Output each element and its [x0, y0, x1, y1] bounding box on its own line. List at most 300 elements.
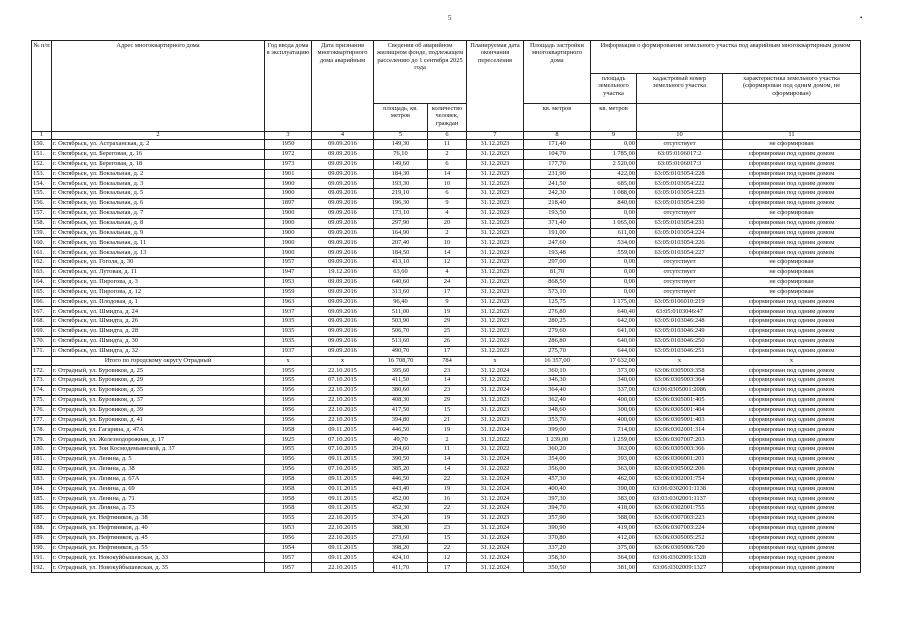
land-status-cell: сформирован под одним домом	[723, 228, 861, 238]
residents-cell: 19	[428, 307, 467, 317]
row-number-cell: 169.	[32, 327, 52, 337]
residents-cell: 9	[428, 199, 467, 209]
address-cell: г. Октябрьск, ул. Пирогова, д. 3	[52, 277, 265, 287]
planned-date-cell: 31.12.2023	[467, 199, 524, 209]
recognition-date-cell: 09.09.2016	[312, 189, 374, 199]
cadastral-number-cell: 63:06:0305001:403	[637, 415, 723, 425]
built-area-cell: 354,00	[524, 455, 591, 465]
area-cell: 204,60	[374, 445, 428, 455]
table-row	[32, 533, 861, 543]
land-area-cell: 0,00	[591, 258, 637, 268]
year-built-cell: 1900	[265, 189, 312, 199]
recognition-date-cell: 09.11.2015	[312, 494, 374, 504]
recognition-date-cell: 22.10.2015	[312, 405, 374, 415]
planned-date-cell: 31.12.2022	[467, 464, 524, 474]
row-number-cell: 174.	[32, 386, 52, 396]
year-built-cell: 1955	[265, 445, 312, 455]
recognition-date-cell: 09.11.2015	[312, 504, 374, 514]
year-built-cell: 1900	[265, 179, 312, 189]
land-status-cell: не сформирован	[723, 267, 861, 277]
table-row	[32, 523, 861, 533]
year-built-cell: 1963	[265, 297, 312, 307]
recognition-date-cell: 09.09.2016	[312, 228, 374, 238]
built-area-cell: 191,00	[524, 228, 591, 238]
built-area-cell: 286,80	[524, 336, 591, 346]
year-built-cell: 1947	[265, 267, 312, 277]
built-area-cell: 346,30	[524, 376, 591, 386]
year-built-cell: 1935	[265, 327, 312, 337]
cadastral-number-cell: 63:06:0305003:364	[637, 376, 723, 386]
residents-cell: 10	[428, 238, 467, 248]
year-built-cell: 1959	[265, 287, 312, 297]
row-number-cell: 164.	[32, 277, 52, 287]
built-area-cell: 16 357,00	[524, 356, 591, 366]
row-number-cell: 160.	[32, 238, 52, 248]
residents-cell: 17	[428, 346, 467, 356]
row-number-cell: 183.	[32, 474, 52, 484]
recognition-date-cell: 09.09.2016	[312, 179, 374, 189]
table-row	[32, 425, 861, 435]
area-cell: 207,40	[374, 238, 428, 248]
residents-cell: 2	[428, 149, 467, 159]
table-row	[32, 366, 861, 376]
table-row	[32, 317, 861, 327]
cadastral-number-cell: 63:05:0103054:230	[637, 199, 723, 209]
recognition-date-cell: 09.09.2016	[312, 277, 374, 287]
land-area-cell: 422,00	[591, 169, 637, 179]
year-built-cell: 1958	[265, 484, 312, 494]
table-row	[32, 297, 861, 307]
address-cell: г. Отрадный, ул. Буровиков, д. 25	[52, 366, 265, 376]
planned-date-cell: 31.12.2023	[467, 317, 524, 327]
built-area-cell: 394,70	[524, 504, 591, 514]
address-cell: г. Октябрьск, ул. Береговая, д. 16	[52, 149, 265, 159]
recognition-date-cell: 09.11.2015	[312, 543, 374, 553]
table-row	[32, 208, 861, 218]
recognition-date-cell: 07.10.2015	[312, 376, 374, 386]
residents-cell: 23	[428, 523, 467, 533]
table-row	[32, 494, 861, 504]
residents-cell: 6	[428, 159, 467, 169]
residents-cell: 22	[428, 504, 467, 514]
address-cell: г. Октябрьск, ул. Астраханская, д. 2	[52, 140, 265, 150]
emergency-housing-table	[31, 40, 861, 573]
address-cell: г. Октябрьск, ул. Плодовая, д. 1	[52, 297, 265, 307]
planned-date-cell: 31.12.2023	[467, 179, 524, 189]
built-area-cell: 364,40	[524, 386, 591, 396]
table-row	[32, 267, 861, 277]
land-status-cell: не сформирован	[723, 287, 861, 297]
residents-cell: 25	[428, 327, 467, 337]
planned-date-cell: 31.12.2022	[467, 435, 524, 445]
area-cell: 196,30	[374, 199, 428, 209]
area-cell: 413,10	[374, 258, 428, 268]
residents-cell: 14	[428, 248, 467, 258]
built-area-cell: 350,50	[524, 563, 591, 573]
area-cell: 408,30	[374, 395, 428, 405]
residents-cell: 22	[428, 474, 467, 484]
year-built-cell: 1937	[265, 346, 312, 356]
land-status-cell: сформирован под одним домом	[723, 189, 861, 199]
built-area-cell: 353,70	[524, 415, 591, 425]
row-number-cell: 156.	[32, 199, 52, 209]
land-status-cell: сформирован под одним домом	[723, 149, 861, 159]
row-number-cell: 172.	[32, 366, 52, 376]
recognition-date-cell: 09.11.2015	[312, 474, 374, 484]
address-cell: г. Отрадный, ул. Нефтяников, д. 45	[52, 533, 265, 543]
planned-date-cell: 31.12.2024	[467, 425, 524, 435]
cadastral-number-cell: 63:05:0103054:224	[637, 228, 723, 238]
residents-cell: 4	[428, 267, 467, 277]
area-cell: 395,60	[374, 366, 428, 376]
built-area-cell: 193,50	[524, 208, 591, 218]
year-built-cell: 1956	[265, 455, 312, 465]
area-cell: 273,60	[374, 533, 428, 543]
address-cell: г. Октябрьск, ул. Вокзальная, д. 2	[52, 169, 265, 179]
row-number-cell: 163.	[32, 267, 52, 277]
planned-date-cell: 31.12.2023	[467, 159, 524, 169]
col-header-land-area-unit: кв. метров	[591, 104, 637, 132]
residents-cell: 6	[428, 189, 467, 199]
land-area-cell: 400,00	[591, 415, 637, 425]
residents-cell: 17	[428, 563, 467, 573]
table-row	[32, 435, 861, 445]
address-cell: г. Октябрьск, ул. Лутовая, д. 11	[52, 267, 265, 277]
col-header-area: площадь, кв. метров	[374, 104, 428, 132]
column-number-cell: 8	[524, 132, 591, 140]
address-cell: г. Отрадный, ул. Ленина, д. 71	[52, 494, 265, 504]
table-row	[32, 563, 861, 573]
cadastral-number-cell: x	[637, 356, 723, 366]
area-cell: 424,10	[374, 553, 428, 563]
land-status-cell: сформирован под одним домом	[723, 494, 861, 504]
planned-date-cell: 31.12.2023	[467, 327, 524, 337]
land-area-cell: 419,00	[591, 523, 637, 533]
land-area-cell: 1 175,00	[591, 297, 637, 307]
year-built-cell: 1957	[265, 563, 312, 573]
recognition-date-cell: 22.10.2015	[312, 415, 374, 425]
address-cell: г. Отрадный, ул. Новокуйбышевская, д. 33	[52, 553, 265, 563]
row-number-cell: 188.	[32, 523, 52, 533]
col-header-cadastral: кадастровый номер земельного участка	[637, 74, 723, 104]
recognition-date-cell: 09.09.2016	[312, 149, 374, 159]
land-status-cell: сформирован под одним домом	[723, 445, 861, 455]
row-number-cell: 190.	[32, 543, 52, 553]
land-area-cell: 418,00	[591, 504, 637, 514]
planned-date-cell: 31.12.2024	[467, 533, 524, 543]
land-area-cell: 0,00	[591, 208, 637, 218]
row-number-cell: 158.	[32, 218, 52, 228]
recognition-date-cell: 09.09.2016	[312, 208, 374, 218]
address-cell: г. Октябрьск, ул. Шмидта, д. 28	[52, 327, 265, 337]
cadastral-number-cell: 63:05:0103054:227	[637, 248, 723, 258]
recognition-date-cell: 09.09.2016	[312, 307, 374, 317]
built-area-cell: 247,60	[524, 238, 591, 248]
cadastral-number-cell: 63:05:0106010:219	[637, 297, 723, 307]
land-status-cell: сформирован под одним домом	[723, 297, 861, 307]
address-cell: г. Отрадный, ул. Буровиков, д. 41	[52, 415, 265, 425]
area-cell: 446,50	[374, 425, 428, 435]
recognition-date-cell: x	[312, 356, 374, 366]
recognition-date-cell: 22.10.2015	[312, 366, 374, 376]
address-cell: г. Отрадный, ул. Буровиков, д. 29	[52, 376, 265, 386]
area-cell: 149,30	[374, 140, 428, 150]
area-cell: 16 708,70	[374, 356, 428, 366]
area-cell: 503,90	[374, 317, 428, 327]
land-status-cell: сформирован под одним домом	[723, 317, 861, 327]
col-header-built-area-unit: кв. метров	[524, 104, 591, 132]
cadastral-number-cell: 63:06:0305002:206	[637, 464, 723, 474]
land-status-cell: сформирован под одним домом	[723, 238, 861, 248]
address-cell: г. Отрадный, ул. Ленина, д. 69	[52, 484, 265, 494]
planned-date-cell: 31.12.2024	[467, 494, 524, 504]
column-number-cell: 9	[591, 132, 637, 140]
land-area-cell: 1 259,00	[591, 435, 637, 445]
address-cell: г. Октябрьск, ул. Вокзальная, д. 13	[52, 248, 265, 258]
table-row	[32, 199, 861, 209]
built-area-cell: 360,10	[524, 366, 591, 376]
recognition-date-cell: 09.11.2015	[312, 484, 374, 494]
cadastral-number-cell: 63:05:0106017:3	[637, 159, 723, 169]
table-row	[32, 248, 861, 258]
row-number-cell: 189.	[32, 533, 52, 543]
planned-date-cell: 31.12.2023	[467, 514, 524, 524]
land-area-cell: 559,00	[591, 248, 637, 258]
land-status-cell: сформирован под одним домом	[723, 336, 861, 346]
recognition-date-cell: 22.10.2015	[312, 386, 374, 396]
built-area-cell: 457,30	[524, 474, 591, 484]
area-cell: 443,40	[374, 484, 428, 494]
table-row	[32, 346, 861, 356]
planned-date-cell: 31.12.2024	[467, 484, 524, 494]
land-status-cell: сформирован под одним домом	[723, 543, 861, 553]
land-status-cell: сформирован под одним домом	[723, 376, 861, 386]
col-header-land-info: Информация о формировании земельного участка под аварийным многоквартирным домом	[591, 41, 861, 74]
cadastral-number-cell: 63:06:0305003:366	[637, 445, 723, 455]
planned-date-cell: 31.12.2024	[467, 455, 524, 465]
table-row	[32, 307, 861, 317]
area-cell: 452,30	[374, 504, 428, 514]
residents-cell: 14	[428, 455, 467, 465]
recognition-date-cell: 09.09.2016	[312, 327, 374, 337]
planned-date-cell: 31.12.2023	[467, 238, 524, 248]
cadastral-number-cell: отсутствует	[637, 208, 723, 218]
residents-cell: 10	[428, 179, 467, 189]
land-area-cell: 412,00	[591, 533, 637, 543]
area-cell: 398,20	[374, 543, 428, 553]
table-row	[32, 189, 861, 199]
planned-date-cell: 31.12.2023	[467, 140, 524, 150]
built-area-cell: 276,80	[524, 307, 591, 317]
year-built-cell: 1958	[265, 474, 312, 484]
cadastral-number-cell: 63:05:0103054:226	[637, 238, 723, 248]
land-area-cell: 300,00	[591, 405, 637, 415]
land-area-cell: 0,00	[591, 287, 637, 297]
year-built-cell: 1956	[265, 533, 312, 543]
land-status-cell: сформирован под одним домом	[723, 504, 861, 514]
row-number-cell: 182.	[32, 464, 52, 474]
residents-cell: 11	[428, 140, 467, 150]
area-cell: 184,30	[374, 169, 428, 179]
area-cell: 380,60	[374, 386, 428, 396]
year-built-cell: 1900	[265, 208, 312, 218]
planned-date-cell: 31.12.2023	[467, 228, 524, 238]
land-area-cell: 375,00	[591, 543, 637, 553]
address-cell: г. Отрадный, ул. Ленина, д. 73	[52, 504, 265, 514]
land-area-cell: 644,00	[591, 346, 637, 356]
land-status-cell: сформирован под одним домом	[723, 455, 861, 465]
row-number-cell: 155.	[32, 189, 52, 199]
planned-date-cell: 31.12.2023	[467, 169, 524, 179]
recognition-date-cell: 19.12.2016	[312, 267, 374, 277]
area-cell: 297,90	[374, 218, 428, 228]
column-number-cell: 1	[32, 132, 52, 140]
recognition-date-cell: 09.09.2016	[312, 297, 374, 307]
table-row	[32, 277, 861, 287]
land-area-cell: 642,00	[591, 317, 637, 327]
address-cell: г. Октябрьск, ул. Вокзальная, д. 6	[52, 199, 265, 209]
address-cell: г. Отрадный, ул. Нефтяников, д. 40	[52, 523, 265, 533]
page-mark: •	[860, 14, 863, 22]
cadastral-number-cell: 63:05:0103054:222	[637, 179, 723, 189]
built-area-cell: 297,00	[524, 258, 591, 268]
residents-cell: 11	[428, 445, 467, 455]
table-row	[32, 455, 861, 465]
built-area-cell: 370,80	[524, 533, 591, 543]
land-status-cell: x	[723, 356, 861, 366]
planned-date-cell: 31.12.2023	[467, 149, 524, 159]
recognition-date-cell: 09.09.2016	[312, 346, 374, 356]
col-header-built-area: Площадь застройки многоквартирного дома	[524, 41, 591, 104]
planned-date-cell: 31.12.2023	[467, 405, 524, 415]
land-area-cell: 611,00	[591, 228, 637, 238]
table-row	[32, 553, 861, 563]
col-header-recognition-date: Дата признания многоквартирного дома аварийным	[312, 41, 374, 132]
land-area-cell: 640,40	[591, 307, 637, 317]
area-cell: 506,70	[374, 327, 428, 337]
land-area-cell: 363,00	[591, 445, 637, 455]
col-header-land-char-blank	[723, 104, 861, 132]
cadastral-number-cell: 63:05:0106017:2	[637, 149, 723, 159]
area-cell: 490,70	[374, 346, 428, 356]
row-number-cell: 185.	[32, 494, 52, 504]
planned-date-cell: 31.12.2024	[467, 553, 524, 563]
row-number-cell: 157.	[32, 208, 52, 218]
address-cell: г. Октябрьск, ул. Вокзальная, д. 11	[52, 238, 265, 248]
table-row	[32, 543, 861, 553]
col-header-year: Год ввода дома в эксплуатацию	[265, 41, 312, 132]
year-built-cell: 1935	[265, 336, 312, 346]
cadastral-number-cell: 63:06:0307007:203	[637, 435, 723, 445]
table-row	[32, 376, 861, 386]
land-status-cell: сформирован под одним домом	[723, 563, 861, 573]
address-cell: г. Отрадный, ул. Нефтяников, д. 38	[52, 514, 265, 524]
residents-cell: 12	[428, 258, 467, 268]
table-row	[32, 484, 861, 494]
cadastral-number-cell: 63:06:0305001:2086	[637, 386, 723, 396]
row-number-cell: 186.	[32, 504, 52, 514]
residents-cell: 14	[428, 376, 467, 386]
cadastral-number-cell: 63:06:0302001:314	[637, 425, 723, 435]
column-number-cell: 4	[312, 132, 374, 140]
area-cell: 374,20	[374, 514, 428, 524]
land-area-cell: 2 520,00	[591, 159, 637, 169]
table-row	[32, 464, 861, 474]
cadastral-number-cell: отсутствует	[637, 287, 723, 297]
land-area-cell: 1 088,00	[591, 189, 637, 199]
land-status-cell: сформирован под одним домом	[723, 386, 861, 396]
address-cell: г. Октябрьск, ул. Вокзальная, д. 8	[52, 218, 265, 228]
table-row	[32, 179, 861, 189]
row-number-cell: 165.	[32, 287, 52, 297]
recognition-date-cell: 07.10.2015	[312, 435, 374, 445]
land-area-cell: 1 785,00	[591, 149, 637, 159]
address-cell: г. Отрадный, ул. Новокуйбышевская, д. 35	[52, 563, 265, 573]
table-row	[32, 218, 861, 228]
table-row	[32, 395, 861, 405]
row-number-cell: 181.	[32, 455, 52, 465]
residents-cell: 12	[428, 553, 467, 563]
built-area-cell: 231,90	[524, 169, 591, 179]
land-area-cell: 340,00	[591, 376, 637, 386]
cadastral-number-cell: 63:03:0302001:1137	[637, 494, 723, 504]
recognition-date-cell: 09.09.2016	[312, 140, 374, 150]
year-built-cell: 1900	[265, 218, 312, 228]
planned-date-cell: 31.12.2024	[467, 386, 524, 396]
table-row	[32, 514, 861, 524]
land-status-cell: сформирован под одним домом	[723, 533, 861, 543]
address-cell: г. Октябрьск, ул. Шмидта, д. 30	[52, 336, 265, 346]
residents-cell: 14	[428, 169, 467, 179]
year-built-cell: 1955	[265, 376, 312, 386]
recognition-date-cell: 09.09.2016	[312, 258, 374, 268]
residents-cell: 19	[428, 484, 467, 494]
cadastral-number-cell: отсутствует	[637, 140, 723, 150]
residents-cell: 23	[428, 366, 467, 376]
area-cell: 411,50	[374, 376, 428, 386]
table-row	[32, 287, 861, 297]
built-area-cell: 573,10	[524, 287, 591, 297]
built-area-cell: 356,00	[524, 464, 591, 474]
built-area-cell: 275,70	[524, 346, 591, 356]
address-cell: г. Октябрьск, ул. Пирогова, д. 12	[52, 287, 265, 297]
table-row	[32, 445, 861, 455]
row-number-cell: 162.	[32, 258, 52, 268]
land-area-cell: 840,00	[591, 199, 637, 209]
table-row	[32, 228, 861, 238]
land-area-cell: 534,00	[591, 238, 637, 248]
recognition-date-cell: 09.11.2015	[312, 553, 374, 563]
row-number-cell: 152.	[32, 159, 52, 169]
year-built-cell: 1925	[265, 435, 312, 445]
cadastral-number-cell: 63:06:0306001:201	[637, 455, 723, 465]
cadastral-number-cell: 63:06:0305001:405	[637, 395, 723, 405]
planned-date-cell: 31.12.2022	[467, 445, 524, 455]
year-built-cell: 1897	[265, 199, 312, 209]
land-status-cell: сформирован под одним домом	[723, 405, 861, 415]
table-row	[32, 149, 861, 159]
cadastral-number-cell: 63:06:0305005:252	[637, 533, 723, 543]
land-status-cell: сформирован под одним домом	[723, 199, 861, 209]
cadastral-number-cell: 63:06:0307003:223	[637, 514, 723, 524]
built-area-cell: 358,30	[524, 553, 591, 563]
land-status-cell: сформирован под одним домом	[723, 474, 861, 484]
built-area-cell: 171,40	[524, 140, 591, 150]
col-header-planned-date: Планируемая дата окончания переселения	[467, 41, 524, 132]
recognition-date-cell: 07.10.2015	[312, 445, 374, 455]
table-row	[32, 415, 861, 425]
built-area-cell: 177,70	[524, 159, 591, 169]
